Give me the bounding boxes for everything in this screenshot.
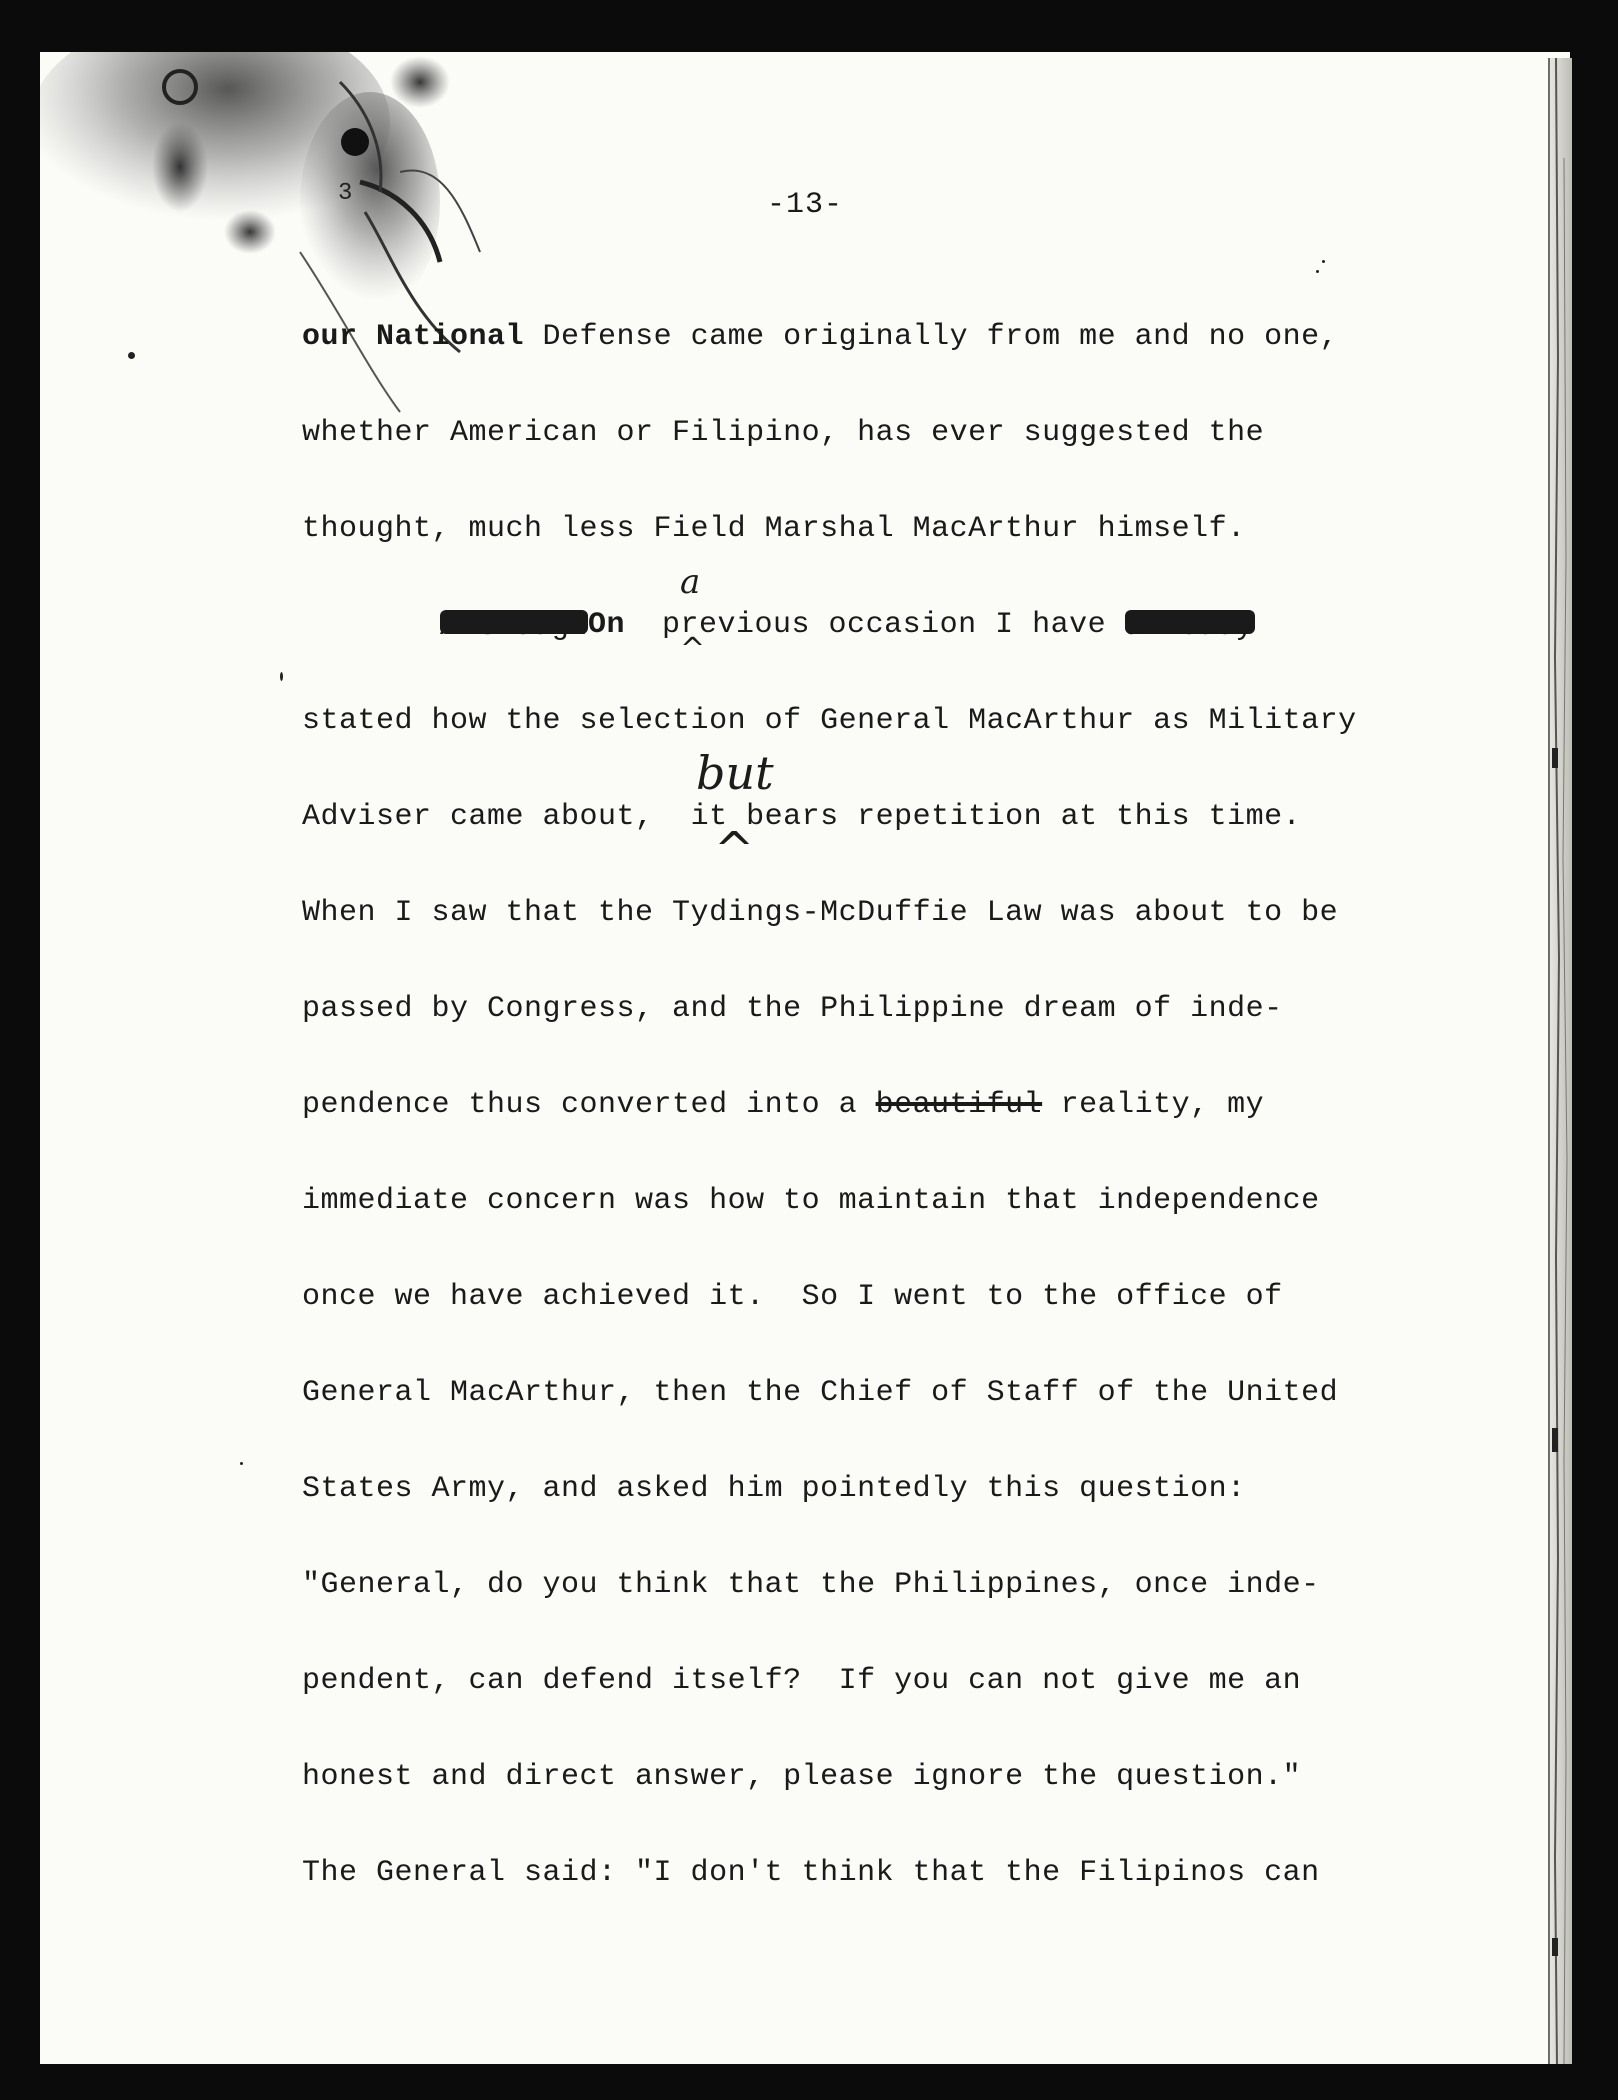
insertion-caret: ^ [714,822,755,878]
text-line: immediate concern was how to maintain that independence [302,1184,1320,1218]
insertion-caret: ^ [680,632,706,667]
edited-line [302,1088,1264,1122]
text-line: once we have achieved it. So I went to the office of [302,1280,1283,1314]
struck-word: beautiful [875,1088,1043,1122]
edited-line [302,800,1301,834]
text-line: When I saw that the Tydings-McDuffie Law was about to be [302,896,1339,930]
line-part: pendence thus converted into a [302,1088,876,1122]
text-line: pendent, can defend itself? If you can not give me an [302,1664,1302,1698]
text-line: thought, much less Field Marshal MacArthur himself. [302,512,1246,546]
page-number: -13- [766,188,843,222]
text-line: "General, do you think that the Philippines, once inde- [302,1568,1320,1602]
scan-speck [128,352,135,359]
document-page [40,52,1570,2064]
handwritten-insertion: a [680,562,701,602]
text-line: passed by Congress, and the Philippine dream of inde- [302,992,1283,1026]
handwritten-correction: On [588,608,626,642]
text-line: honest and direct answer, please ignore the question." [302,1760,1302,1794]
page-edge-shadow [1548,58,1572,2064]
text-line: stated how the selection of General MacArthur as Military [302,704,1357,738]
bold-phrase: our National [302,320,525,354]
ink-stain [40,52,520,472]
text-line: whether American or Filipino, has ever suggested the [302,416,1265,450]
scan-speck [280,672,283,681]
corner-mark: 3 [338,180,353,207]
text-line: General MacArthur, then the Chief of Staff of the United [302,1376,1339,1410]
line-rest: previous occasion I have [662,608,1107,642]
scan-speck [240,1462,243,1465]
line-rest: Defense came originally from me and no one, [524,320,1339,354]
scan-speck [1322,260,1325,263]
line-part: it bears repetition at this time. [690,800,1302,834]
edited-line [440,608,1255,645]
text-line: States Army, and asked him pointedly this question: [302,1472,1246,1506]
text-line [302,320,1338,354]
text-line: The General said: "I don't think that the Filipinos can [302,1856,1320,1890]
scan-speck [1316,270,1319,273]
struck-word: Although [440,610,589,645]
handwritten-insertion: but [696,746,774,800]
line-part: reality, my [1042,1088,1265,1122]
struck-word: already [1124,610,1255,645]
line-part: Adviser came about, [302,800,654,834]
